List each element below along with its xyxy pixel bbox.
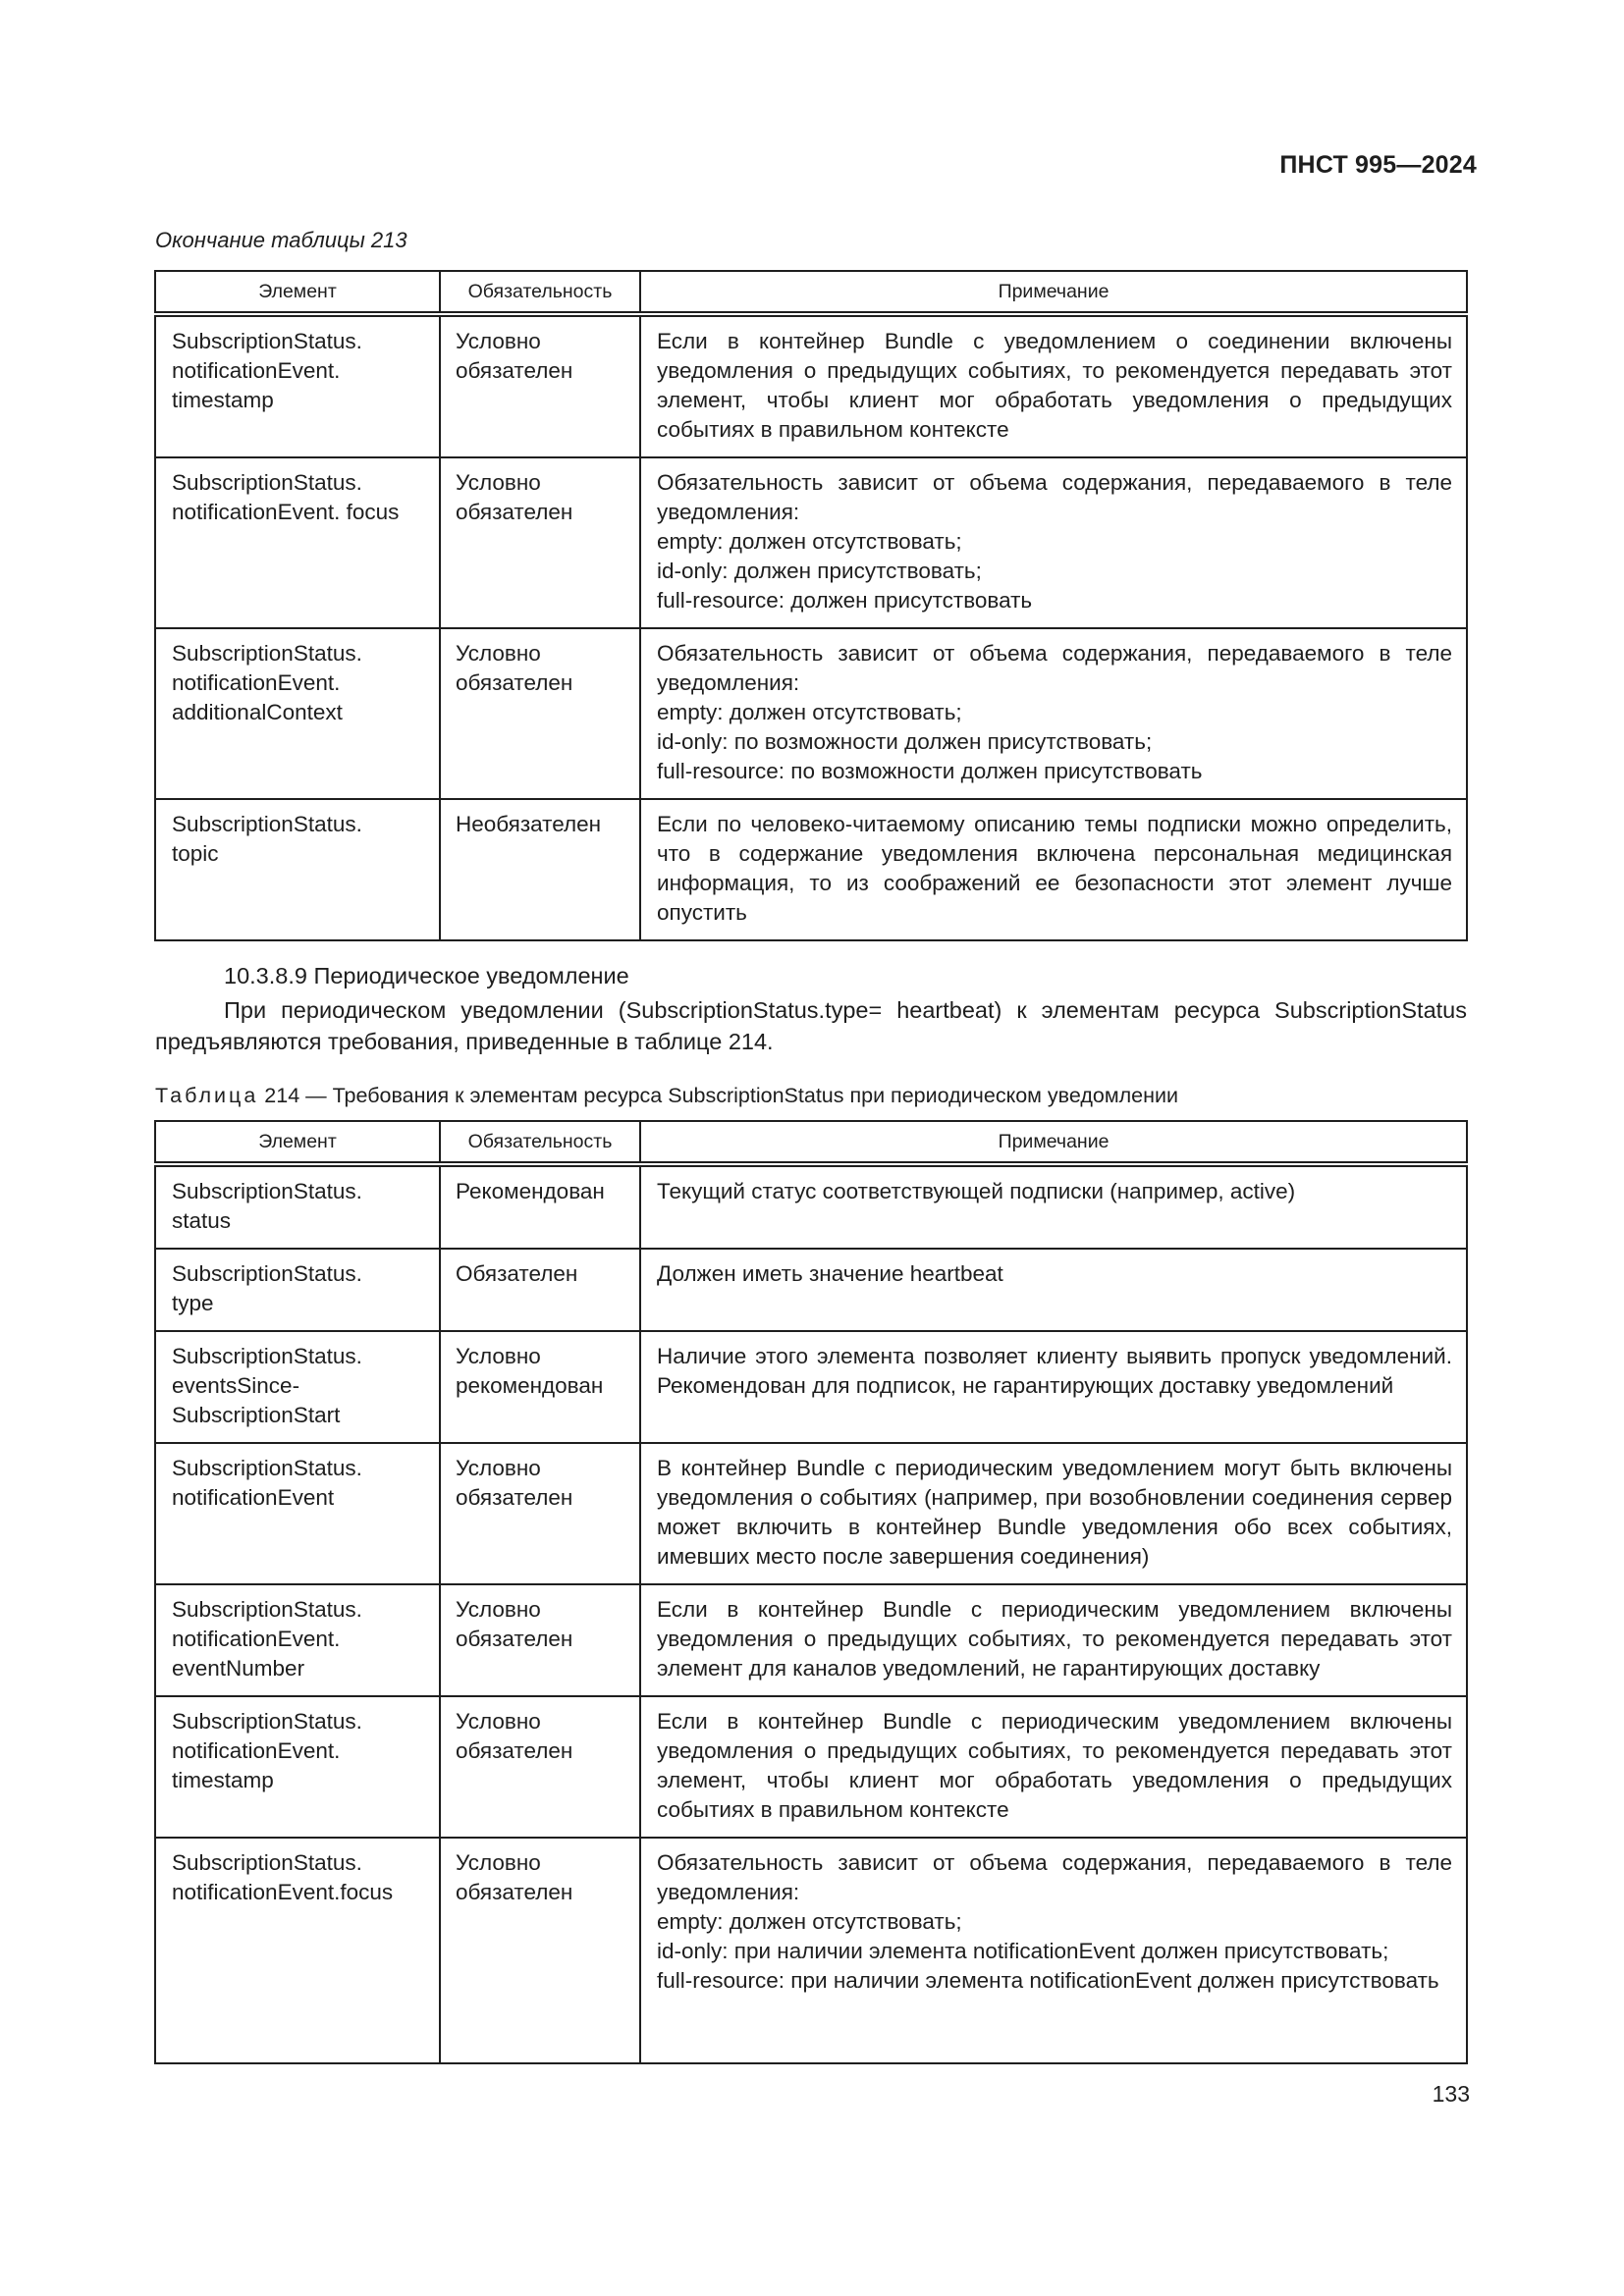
column-header-element: Элемент bbox=[155, 1121, 440, 1164]
table-row bbox=[155, 628, 1467, 799]
element-cell: SubscriptionStatus. eventsSince- SubscriptionStart bbox=[155, 1331, 440, 1443]
obligation-cell: Условно обязателен bbox=[440, 1696, 640, 1838]
obligation-cell: Условно рекомендован bbox=[440, 1331, 640, 1443]
note-cell: Текущий статус соответствующей подписки (например, active) bbox=[640, 1164, 1467, 1249]
table-row bbox=[155, 1331, 1467, 1443]
table-row bbox=[155, 1696, 1467, 1838]
element-cell: SubscriptionStatus. notificationEvent. timestamp bbox=[155, 314, 440, 457]
column-header-obligation: Обязательность bbox=[440, 1121, 640, 1164]
element-cell: SubscriptionStatus. notificationEvent bbox=[155, 1443, 440, 1584]
column-header-obligation: Обязательность bbox=[440, 271, 640, 314]
note-cell: Наличие этого элемента позволяет клиенту выявить пропуск уведомлений. Рекомендован для подписок, не гарантирующих доставку уведомлений bbox=[640, 1331, 1467, 1443]
obligation-cell: Условно обязателен bbox=[440, 1443, 640, 1584]
note-cell: Обязательность зависит от объема содержания, передаваемого в теле уведомления: empty: должен отсутствовать; id-only: по возможности должен присутствовать; full-resource: по возможности должен присутствовать bbox=[640, 628, 1467, 799]
table-header-row bbox=[155, 271, 1467, 314]
obligation-cell: Условно обязателен bbox=[440, 1838, 640, 2063]
element-cell: SubscriptionStatus. type bbox=[155, 1249, 440, 1331]
column-header-note: Примечание bbox=[640, 271, 1467, 314]
table-row bbox=[155, 457, 1467, 628]
page-number: 133 bbox=[1432, 2081, 1470, 2107]
requirements-table-213 bbox=[154, 270, 1468, 941]
note-cell: Если в контейнер Bundle с периодическим уведомлением включены уведомления о предыдущих событиях, то рекомендуется передавать этот элемент для каналов уведомлений, не гарантирующих доставку bbox=[640, 1584, 1467, 1696]
obligation-cell: Условно обязателен bbox=[440, 314, 640, 457]
table-continuation-caption: Окончание таблицы 213 bbox=[155, 228, 407, 252]
obligation-cell: Обязателен bbox=[440, 1249, 640, 1331]
table-row bbox=[155, 1838, 1467, 2063]
table-row bbox=[155, 799, 1467, 940]
table-row bbox=[155, 1249, 1467, 1331]
element-cell: SubscriptionStatus. notificationEvent.focus bbox=[155, 1838, 440, 2063]
table-title bbox=[155, 1084, 1178, 1108]
note-cell: Должен иметь значение heartbeat bbox=[640, 1249, 1467, 1331]
note-cell: Обязательность зависит от объема содержания, передаваемого в теле уведомления: empty: должен отсутствовать; id-only: при наличии элемента notificationEvent должен присутствовать; full-resource: при наличии элемента notificationEvent должен присутствовать bbox=[640, 1838, 1467, 2063]
element-cell: SubscriptionStatus. notificationEvent. additionalContext bbox=[155, 628, 440, 799]
element-cell: SubscriptionStatus. notificationEvent. eventNumber bbox=[155, 1584, 440, 1696]
element-cell: SubscriptionStatus. topic bbox=[155, 799, 440, 940]
section-heading: 10.3.8.9 Периодическое уведомление bbox=[224, 963, 629, 988]
note-cell: Если в контейнер Bundle с уведомлением о соединении включены уведомления о предыдущих событиях, то рекомендуется передавать этот элемент, чтобы клиент мог обработать уведомления о предыдущих событиях в правильном контексте bbox=[640, 314, 1467, 457]
section-paragraph: При периодическом уведомлении (SubscriptionStatus.type= heartbeat) к элементам ресурса SubscriptionStatus предъявляются требования, приведенные в таблице 214. bbox=[155, 997, 1467, 1054]
column-header-element: Элемент bbox=[155, 271, 440, 314]
element-cell: SubscriptionStatus. status bbox=[155, 1164, 440, 1249]
note-cell: В контейнер Bundle с периодическим уведомлением могут быть включены уведомления о событиях (например, при возобновлении соединения сервер может включить в контейнер Bundle уведомления обо всех событиях, имевших место после завершения соединения) bbox=[640, 1443, 1467, 1584]
obligation-cell: Необязателен bbox=[440, 799, 640, 940]
note-cell: Если в контейнер Bundle с периодическим уведомлением включены уведомления о предыдущих событиях, то рекомендуется передавать этот элемент, чтобы клиент мог обработать уведомления о предыдущих событиях в правильном контексте bbox=[640, 1696, 1467, 1838]
element-cell: SubscriptionStatus. notificationEvent. focus bbox=[155, 457, 440, 628]
table-row bbox=[155, 1164, 1467, 1249]
column-header-note: Примечание bbox=[640, 1121, 1467, 1164]
table-row bbox=[155, 1443, 1467, 1584]
note-cell: Обязательность зависит от объема содержания, передаваемого в теле уведомления: empty: должен отсутствовать; id-only: должен присутствовать; full-resource: должен присутствовать bbox=[640, 457, 1467, 628]
table-title-text: 214 — Требования к элементам ресурса SubscriptionStatus при периодическом уведомлении bbox=[258, 1084, 1179, 1107]
obligation-cell: Условно обязателен bbox=[440, 457, 640, 628]
obligation-cell: Рекомендован bbox=[440, 1164, 640, 1249]
table-row bbox=[155, 1584, 1467, 1696]
table-header-row bbox=[155, 1121, 1467, 1164]
obligation-cell: Условно обязателен bbox=[440, 628, 640, 799]
document-code: ПНСТ 995—2024 bbox=[1279, 151, 1477, 179]
element-cell: SubscriptionStatus. notificationEvent. timestamp bbox=[155, 1696, 440, 1838]
note-cell: Если по человеко-читаемому описанию темы подписки можно определить, что в содержание уведомления включена персональная медицинская информация, то из соображений ее безопасности этот элемент лучше опустить bbox=[640, 799, 1467, 940]
obligation-cell: Условно обязателен bbox=[440, 1584, 640, 1696]
table-row bbox=[155, 314, 1467, 457]
table-title-label: Таблица bbox=[155, 1084, 259, 1107]
requirements-table-214 bbox=[154, 1120, 1468, 2064]
